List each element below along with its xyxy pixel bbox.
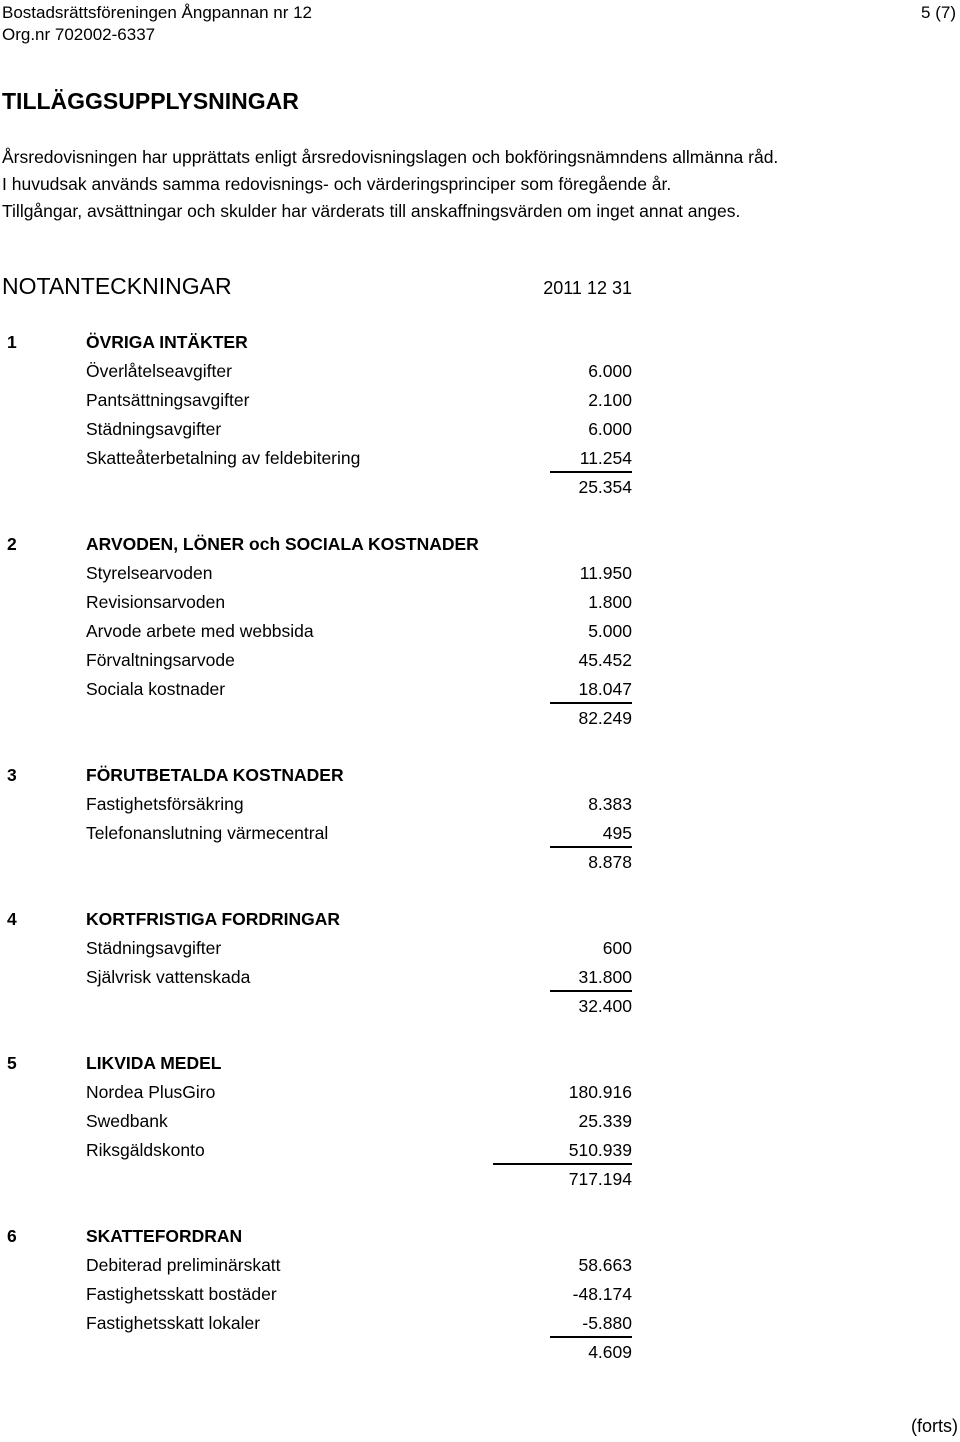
row-label: Telefonanslutning värmecentral [86,823,329,843]
row-label: Sociala kostnader [86,679,226,699]
note-section [0,530,632,733]
row-label: Styrelsearvoden [86,563,213,583]
note-row [0,1309,632,1338]
notes-header [2,273,632,305]
row-value: 6.000 [588,361,632,381]
notes-list [0,328,632,1395]
continued-label: (forts) [911,1416,958,1436]
note-row [0,1251,632,1280]
row-label: Skatteåterbetalning av feldebitering [86,448,361,468]
note-section [0,1049,632,1194]
row-label: Självrisk vattenskada [86,967,251,987]
note-heading: SKATTEFORDRAN [86,1226,243,1246]
note-total: 82.249 [578,708,632,728]
note-number: 2 [7,534,17,554]
page-title: TILLÄGGSUPPLYSNINGAR [2,88,299,114]
row-value: 6.000 [588,419,632,439]
row-value: 11.254 [550,444,632,473]
row-label: Fastighetsskatt lokaler [86,1313,261,1333]
intro-line: I huvudsak används samma redovisnings- och värderingsprinciper som föregående år. [2,174,672,194]
row-label: Fastighetsförsäkring [86,794,244,814]
org-name: Bostadsrättsföreningen Ångpannan nr 12 [2,3,313,22]
note-section [0,905,632,1021]
row-label: Nordea PlusGiro [86,1082,216,1102]
row-value: 58.663 [578,1255,632,1275]
row-value: 5.000 [588,621,632,641]
note-row [0,559,632,588]
row-value: -48.174 [572,1284,632,1304]
note-row [0,386,632,415]
row-label: Debiterad preliminärskatt [86,1255,281,1275]
row-value: 2.100 [588,390,632,410]
note-number: 4 [7,909,17,929]
notes-date: 2011 12 31 [543,278,632,298]
row-label: Riksgäldskonto [86,1140,205,1160]
note-row [0,415,632,444]
note-number: 3 [7,765,17,785]
note-heading-row [0,905,632,934]
note-row [0,588,632,617]
note-total: 25.354 [578,477,632,497]
note-total-row [0,704,632,733]
note-heading: LIKVIDA MEDEL [86,1053,222,1073]
note-row [0,617,632,646]
row-value: -5.880 [550,1309,632,1338]
note-row [0,675,632,704]
note-heading: ARVODEN, LÖNER och SOCIALA KOSTNADER [86,534,479,554]
note-total: 4.609 [588,1342,632,1362]
row-label: Fastighetsskatt bostäder [86,1284,277,1304]
note-row [0,790,632,819]
note-heading-row [0,1049,632,1078]
note-total-row [0,992,632,1021]
note-row [0,1136,632,1165]
notes-title: NOTANTECKNINGAR [2,273,232,299]
note-total-row [0,473,632,502]
note-heading: FÖRUTBETALDA KOSTNADER [86,765,344,785]
row-value: 45.452 [578,650,632,670]
page-header [2,2,956,46]
note-heading: KORTFRISTIGA FORDRINGAR [86,909,341,929]
note-total-row [0,1165,632,1194]
intro-text [2,144,778,225]
note-row [0,1107,632,1136]
org-number: Org.nr 702002-6337 [2,25,156,44]
note-section [0,1222,632,1367]
intro-line: Årsredovisningen har upprättats enligt årsredovisningslagen och bokföringsnämndens allmänna råd. [2,147,779,167]
note-total-row [0,1338,632,1367]
row-label: Swedbank [86,1111,168,1131]
note-heading-row [0,761,632,790]
row-value: 180.916 [568,1082,632,1102]
note-number: 1 [7,332,17,352]
row-label: Pantsättningsavgifter [86,390,250,410]
note-row [0,819,632,848]
note-heading: ÖVRIGA INTÄKTER [86,332,248,352]
row-label: Arvode arbete med webbsida [86,621,314,641]
note-number: 6 [7,1226,17,1246]
row-value: 495 [550,819,632,848]
note-section [0,328,632,502]
note-heading-row [0,530,632,559]
note-row [0,963,632,992]
note-heading-row [0,328,632,357]
note-total: 8.878 [588,852,632,872]
row-label: Förvaltningsarvode [86,650,235,670]
row-label: Städningsavgifter [86,419,222,439]
row-value: 510.939 [493,1136,632,1165]
row-value: 31.800 [550,963,632,992]
row-value: 600 [602,938,632,958]
note-row [0,1280,632,1309]
row-label: Överlåtelseavgifter [86,361,232,381]
row-label: Revisionsarvoden [86,592,226,612]
note-row [0,1078,632,1107]
note-total-row [0,848,632,877]
note-number: 5 [7,1053,17,1073]
intro-line: Tillgångar, avsättningar och skulder har värderats till anskaffningsvärden om inget annat anges. [2,201,741,221]
row-value: 25.339 [578,1111,632,1131]
note-section [0,761,632,877]
note-row [0,934,632,963]
note-row [0,357,632,386]
note-row [0,444,632,473]
note-row [0,646,632,675]
row-label: Städningsavgifter [86,938,222,958]
row-value: 18.047 [550,675,632,704]
row-value: 11.950 [579,563,632,583]
note-total: 32.400 [578,996,632,1016]
row-value: 8.383 [588,794,632,814]
note-total: 717.194 [568,1169,632,1189]
note-heading-row [0,1222,632,1251]
row-value: 1.800 [588,592,632,612]
page-number: 5 (7) [921,3,956,22]
